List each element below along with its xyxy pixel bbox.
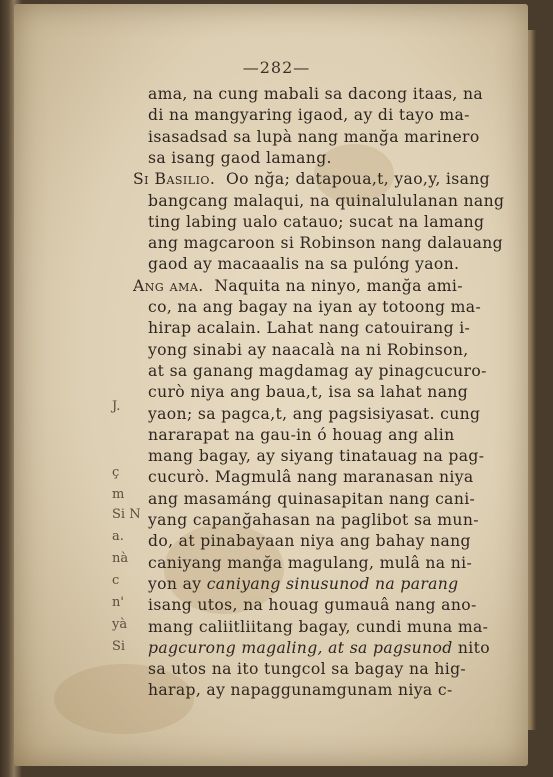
page-number: —282—	[242, 58, 311, 77]
line-text: caniyang manğa magulang, mulâ na ni-	[148, 553, 473, 572]
line-text: ang masamáng quinasapitan nang cani-	[148, 489, 476, 508]
text-line	[148, 297, 481, 318]
line-text: Naquita na ninyo, manğa ami-	[214, 276, 463, 295]
margin-mark: n'	[112, 595, 124, 610]
line-text: hirap acalain. Lahat nang catouirang i-	[148, 319, 471, 338]
text-line	[148, 127, 480, 148]
text-line	[148, 659, 466, 680]
italic-text: caniyang sinusunod na parang	[206, 574, 459, 593]
line-text: Oo nğa; datapoua,t, yao,y, isang	[226, 170, 490, 189]
line-text: ama, na cung mabali sa dacong itaas, na	[148, 85, 484, 103]
text-line	[148, 489, 475, 510]
text-line	[148, 148, 332, 169]
margin-mark: nà	[112, 551, 129, 566]
text-line	[148, 595, 477, 616]
text-line	[148, 84, 483, 105]
text-line	[148, 425, 454, 446]
text-line	[148, 617, 488, 638]
line-text: isang utos, na houag gumauâ nang ano-	[148, 596, 477, 615]
text-line	[148, 404, 480, 425]
text-line	[148, 254, 459, 275]
margin-mark: Si	[112, 639, 126, 654]
line-text: isasadsad sa lupà nang manğa marinero	[148, 127, 480, 146]
margin-mark: ç	[112, 465, 120, 480]
text-line	[148, 510, 479, 531]
text-line	[133, 169, 490, 190]
line-text: mang caliitliitang bagay, cundi muna ma-	[148, 617, 489, 636]
speaker-label: Ang ama.	[133, 276, 204, 295]
text-line	[148, 361, 487, 382]
text-line	[148, 680, 453, 701]
speaker-label: Si Basilio.	[133, 170, 216, 189]
margin-mark: Si N	[112, 507, 141, 522]
text-line	[148, 467, 474, 488]
text-line	[148, 446, 484, 467]
line-text: harap, ay napaggunamgunam niya c-	[148, 681, 453, 700]
margin-mark: J.	[112, 399, 121, 414]
italic-text: pagcurong magaling, at sa pagsunod	[148, 638, 453, 657]
text-line	[148, 212, 484, 233]
text-line	[148, 382, 468, 403]
margin-mark: a.	[112, 529, 124, 544]
line-text: di na mangyaring igaod, ay di tayo ma-	[148, 106, 470, 125]
text-line	[148, 553, 472, 574]
margin-mark: c	[112, 573, 120, 588]
line-text: do, at pinabayaan niya ang bahay nang	[148, 532, 471, 551]
line-text: co, na ang bagay na iyan ay totoong ma-	[148, 298, 482, 316]
line-text: yang capanğahasan na paglibot sa mun-	[148, 511, 479, 529]
line-text: at sa ganang magdamag ay pinagcucuro-	[148, 361, 487, 380]
line-text: curò niya ang baua,t, isa sa lahat nang	[148, 383, 469, 402]
margin-mark: yà	[112, 617, 128, 632]
line-text: sa utos na ito tungcol sa bagay na hig-	[148, 660, 467, 679]
line-text: sa isang gaod lamang.	[148, 148, 332, 167]
line-text: nito	[452, 638, 490, 657]
line-text: mang bagay, ay siyang tinatauag na pag-	[148, 447, 485, 466]
line-text: yong sinabi ay naacalà na ni Robinson,	[148, 340, 469, 359]
text-line	[148, 318, 470, 339]
line-text: yaon; sa pagca,t, ang pagsisiyasat. cung	[148, 404, 481, 423]
line-text: nararapat na gau-in ó houag ang alin	[148, 425, 455, 444]
text-line	[148, 531, 471, 552]
margin-mark: m	[112, 487, 125, 502]
line-text: yon ay	[148, 574, 207, 593]
text-line	[148, 638, 490, 659]
text-line	[133, 276, 463, 297]
text-line	[148, 574, 459, 595]
line-text: ting labing ualo catauo; sucat na lamang	[148, 212, 485, 231]
text-line	[148, 191, 504, 212]
text-line	[148, 105, 470, 126]
line-text: bangcang malaqui, na quinalululanan nang	[148, 191, 505, 210]
line-text: ang magcaroon si Robinson nang dalauang	[148, 234, 503, 253]
line-text: cucurò. Magmulâ nang maranasan niya	[148, 468, 474, 487]
text-line	[148, 340, 469, 361]
text-line	[148, 233, 503, 254]
line-text: gaod ay macaaalis na sa pulóng yaon.	[148, 255, 460, 274]
